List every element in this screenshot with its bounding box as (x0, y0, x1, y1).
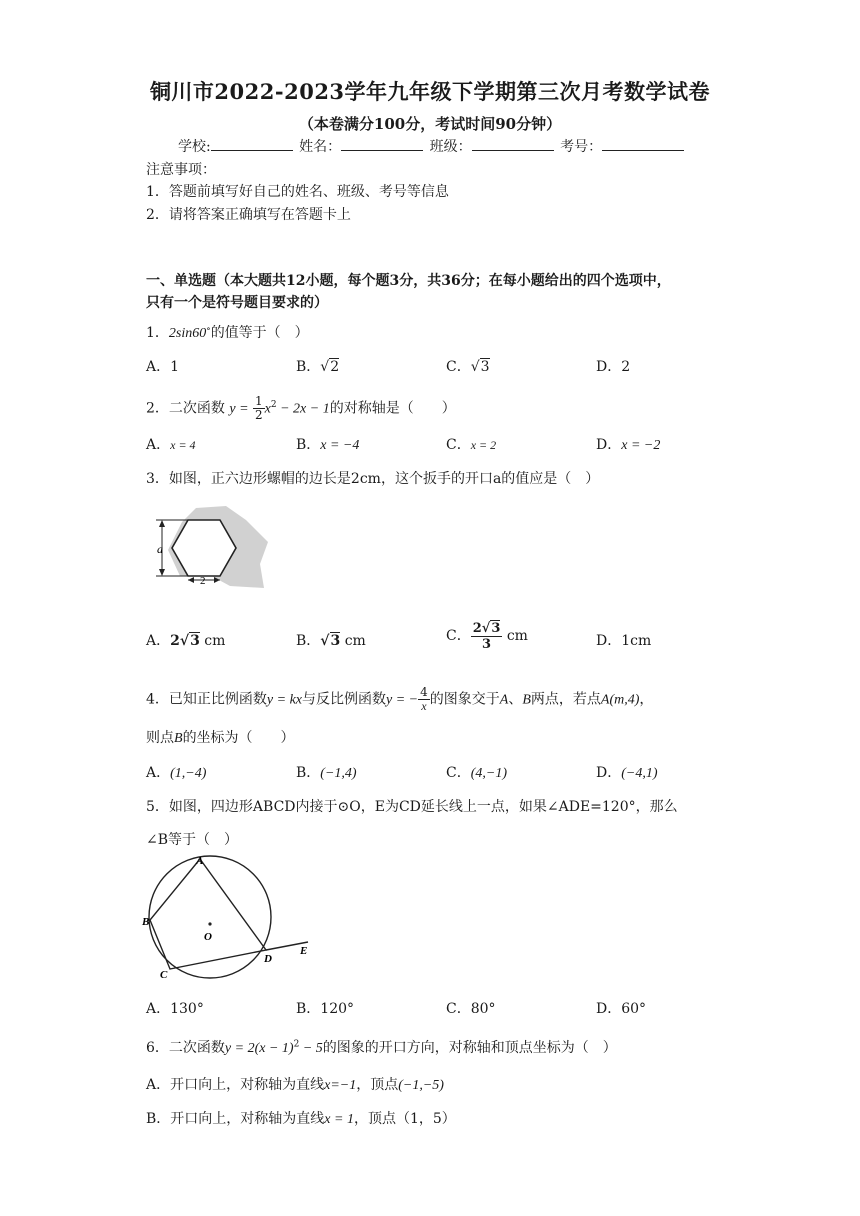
name-blank[interactable] (341, 138, 423, 151)
q1-option-c[interactable]: C．√3 (446, 359, 490, 375)
question-1: 1．2sin60∘的值等于（ ） (146, 324, 309, 341)
question-5-cont: ∠B等于（ ） (146, 832, 239, 848)
q5-option-b[interactable]: B．120° (296, 1001, 355, 1017)
section-heading: 一、单选题（本大题共12小题，每个题3分，共36分；在每小题给出的四个选项中， (146, 273, 671, 289)
student-info-fields (178, 136, 686, 156)
label-A: A (196, 855, 204, 867)
q5-option-d[interactable]: D．60° (596, 1001, 647, 1017)
exam-title: 铜川市2022-2023学年九年级下学期第三次月考数学试卷 (149, 79, 711, 104)
q3-option-b[interactable]: B．√3 cm (296, 633, 366, 649)
q3-option-c[interactable]: C． $\frac{2√3}{3}$ cm (446, 621, 528, 652)
name-label: 姓名： (299, 139, 342, 155)
q2-option-a[interactable]: A．x = 4 (146, 437, 196, 453)
label-E: E (300, 945, 308, 957)
label-2: 2 (200, 575, 206, 587)
q3-option-a[interactable]: A．2√3 cm (146, 633, 226, 649)
school-blank[interactable] (211, 138, 293, 151)
circle-quadrilateral-figure (140, 854, 320, 980)
question-4-cont: 则点B的坐标为（ ） (146, 730, 295, 746)
label-a: a (157, 542, 163, 556)
q1-option-d[interactable]: D．2 (596, 359, 631, 375)
q5-option-c[interactable]: C．80° (446, 1001, 496, 1017)
q5-option-a[interactable]: A．130° (146, 1001, 204, 1017)
notes-heading: 注意事项： (146, 162, 216, 178)
section-heading-cont: 只有一个是符号题目要求的） (146, 295, 328, 311)
class-label: 班级： (429, 139, 472, 155)
q2-option-b[interactable]: B．x = −4 (296, 437, 360, 453)
id-blank[interactable] (602, 138, 684, 151)
question-2: 2．二次函数 y = $\frac{1}{2}$ $x^2 - 2x - 1$的对称轴是（ ） (146, 394, 456, 422)
q2-option-d[interactable]: D．x = −2 (596, 437, 661, 453)
q6-option-a[interactable]: A．开口向上，对称轴为直线x=−1，顶点(−1,−5) (146, 1077, 444, 1093)
class-blank[interactable] (472, 138, 554, 151)
label-D: D (264, 953, 272, 965)
question-6: 6．二次函数$y = 2(x - 1)^2 - 5$的图象的开口方向，对称轴和顶点坐标为（ ） (146, 1039, 617, 1056)
question-5: 5．如图，四边形ABCD内接于⊙O，E为CD延长线上一点，如果∠ADE=120°，那么 (146, 799, 678, 815)
q2-option-c[interactable]: C．x = 2 (446, 437, 497, 453)
q4-option-a[interactable]: A．(1,−4) (146, 765, 207, 781)
question-4: 4．已知正比例函数y = kx与反比例函数y = − $\frac{4}{x}$ 的图象交于A、B两点，若点A(m,4)， (146, 685, 654, 713)
q1-option-b[interactable]: B．√2 (296, 359, 340, 375)
q4-option-c[interactable]: C．(4,−1) (446, 765, 507, 781)
q4-option-b[interactable]: B．(−1,4) (296, 765, 357, 781)
note-item: 1．答题前填写好自己的姓名、班级、考号等信息 (146, 184, 449, 200)
question-3: 3．如图，正六边形螺帽的边长是2cm，这个扳手的开口a的值应是（ ） (146, 471, 600, 487)
q4-option-d[interactable]: D．(−4,1) (596, 765, 658, 781)
exam-subtitle: （本卷满分100分，考试时间90分钟） (298, 115, 562, 133)
q1-option-a[interactable]: A．1 (146, 359, 180, 375)
school-label: 学校: (178, 139, 211, 155)
label-O: O (204, 931, 212, 943)
label-C: C (160, 969, 168, 980)
label-B: B (142, 916, 150, 928)
q3-option-d[interactable]: D．1cm (596, 633, 652, 649)
q6-option-b[interactable]: B．开口向上，对称轴为直线x = 1，顶点（1，5） (146, 1111, 456, 1127)
id-label: 考号： (560, 139, 603, 155)
hexagon-wrench-figure (148, 502, 276, 594)
note-item: 2．请将答案正确填写在答题卡上 (146, 207, 351, 223)
